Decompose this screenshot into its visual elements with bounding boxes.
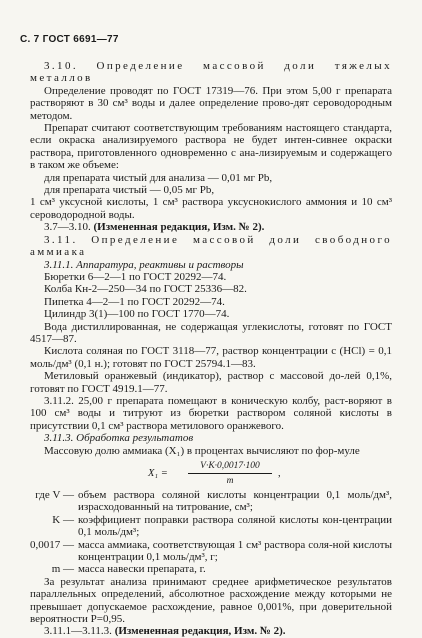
definition-desc: коэффициент поправки раствора соляной кислоты кон-центрации 0,1 моль/дм³;	[78, 513, 392, 539]
section-3-11-3-heading: 3.11.3. Обработка результатов	[44, 432, 194, 445]
definition-desc: масса аммиака, соответствующая 1 см³ раствора соля-ной кислоты концентрации 0,1 моль/дм³, г;	[78, 538, 392, 564]
paragraph-pure-grade: для препарата чистый — 0,05 мг Pb,	[44, 184, 215, 197]
definitions-list	[30, 489, 392, 576]
definition-desc: масса навески препарата, г.	[78, 563, 206, 576]
formula-lhs: X₁ =	[148, 468, 168, 479]
definition-term: m —	[51, 563, 74, 576]
reagent-item: Бюретки 6—2—1 по ГОСТ 20292—74.	[44, 270, 227, 283]
definition-desc: объем раствора соляной кислоты концентрации 0,1 моль/дм³, израсходованный на титрование, см³;	[78, 489, 392, 514]
reagent-item: Метиловый оранжевый (индикатор), раствор с массовой до-лей 0,1%, готовят по ГОСТ 4919.1—77.	[30, 370, 392, 395]
section-3-10-heading: 3.10. Определение массовой доли тяжелых металлов	[30, 60, 392, 85]
paragraph-method: Определение проводят по ГОСТ 17319—76. При этом 5,00 г препарата растворяют в 30 см³ воды и далее определение прово-дят сероводородным методом.	[30, 84, 392, 122]
amendment-range-2: 3.11.1—3.11.3.	[44, 625, 112, 638]
paragraph-criteria: Препарат считают соответствующим требованиям настоящего стандарта, если окраска анализируемого раствора не будет интен-сивнее окраски раствора, приготовленного одновременно с ана-лизируемым и содержащего в таком же объеме:	[30, 122, 392, 172]
reagent-item: Цилиндр 3(1)—100 по ГОСТ 1770—74.	[44, 308, 230, 321]
definition-term: где V —	[35, 489, 74, 501]
reagent-item: Вода дистиллированная, не содержащая углекислоты, готовят по ГОСТ 4517—87.	[30, 320, 392, 345]
section-3-11-1-heading: 3.11.1. Аппаратура, реактивы и растворы	[44, 258, 244, 271]
reagent-item: Кислота соляная по ГОСТ 3118—77, раствор концентрации с (HCl) = 0,1 моль/дм³ (0,1 н.); готовят по ГОСТ 25794.1—83.	[30, 345, 392, 370]
paragraph-reagents-volume: 1 см³ уксусной кислоты, 1 см³ раствора уксуснокислого аммония и 10 см³ сероводородной воды.	[30, 196, 392, 221]
paragraph-result: За результат анализа принимают среднее арифметическое результатов параллельных определений, абсолютное расхождение между которыми не превышает допускаемое расхождение, равное 0,001%, при доверительной вероятности P=0,95.	[30, 575, 392, 626]
formula-denominator: m	[226, 476, 234, 486]
formula-numerator: V·K·0,0017·100	[200, 461, 260, 471]
definition-row	[30, 514, 392, 539]
definition-row	[30, 563, 392, 575]
section-3-11-heading: 3.11. Определение массовой доли свободного аммиака	[30, 233, 392, 259]
amendment-note-2	[30, 625, 392, 637]
paragraph-analysis-grade: для препарата чистый для анализа — 0,01 мг Pb,	[44, 171, 273, 184]
amendment-text-1: (Измененная редакция, Изм. № 2).	[93, 221, 265, 234]
definition-row	[30, 489, 392, 514]
reagent-item: Пипетка 4—2—1 по ГОСТ 20292—74.	[44, 295, 225, 308]
formula-comma: ,	[278, 468, 281, 479]
definition-term: K —	[52, 513, 74, 526]
paragraph-formula-intro: Массовую долю аммиака (X₁) в процентах вычисляют по фор-муле	[44, 444, 360, 457]
reagent-item: Колба Кн-2—250—34 по ГОСТ 25336—82.	[44, 283, 247, 296]
document-body	[30, 60, 392, 638]
amendment-note-1	[30, 221, 392, 233]
amendment-range-1: 3.7—3.10.	[44, 221, 91, 234]
section-3-11-2-paragraph: 3.11.2. 25,00 г препарата помещают в коническую колбу, раст-воряют в 100 см³ воды и титруют из бюретки раствором соляной кислоты в присутствии 0,1 см³ раствора метилового оранжевого.	[30, 394, 392, 432]
formula-fraction-bar	[188, 473, 272, 474]
formula	[30, 459, 392, 487]
page-header: С. 7 ГОСТ 6691—77	[20, 34, 119, 45]
amendment-text-2: (Измененная редакция, Изм. № 2).	[114, 625, 286, 638]
definition-term: 0,0017 —	[30, 538, 74, 551]
definition-row	[30, 539, 392, 564]
